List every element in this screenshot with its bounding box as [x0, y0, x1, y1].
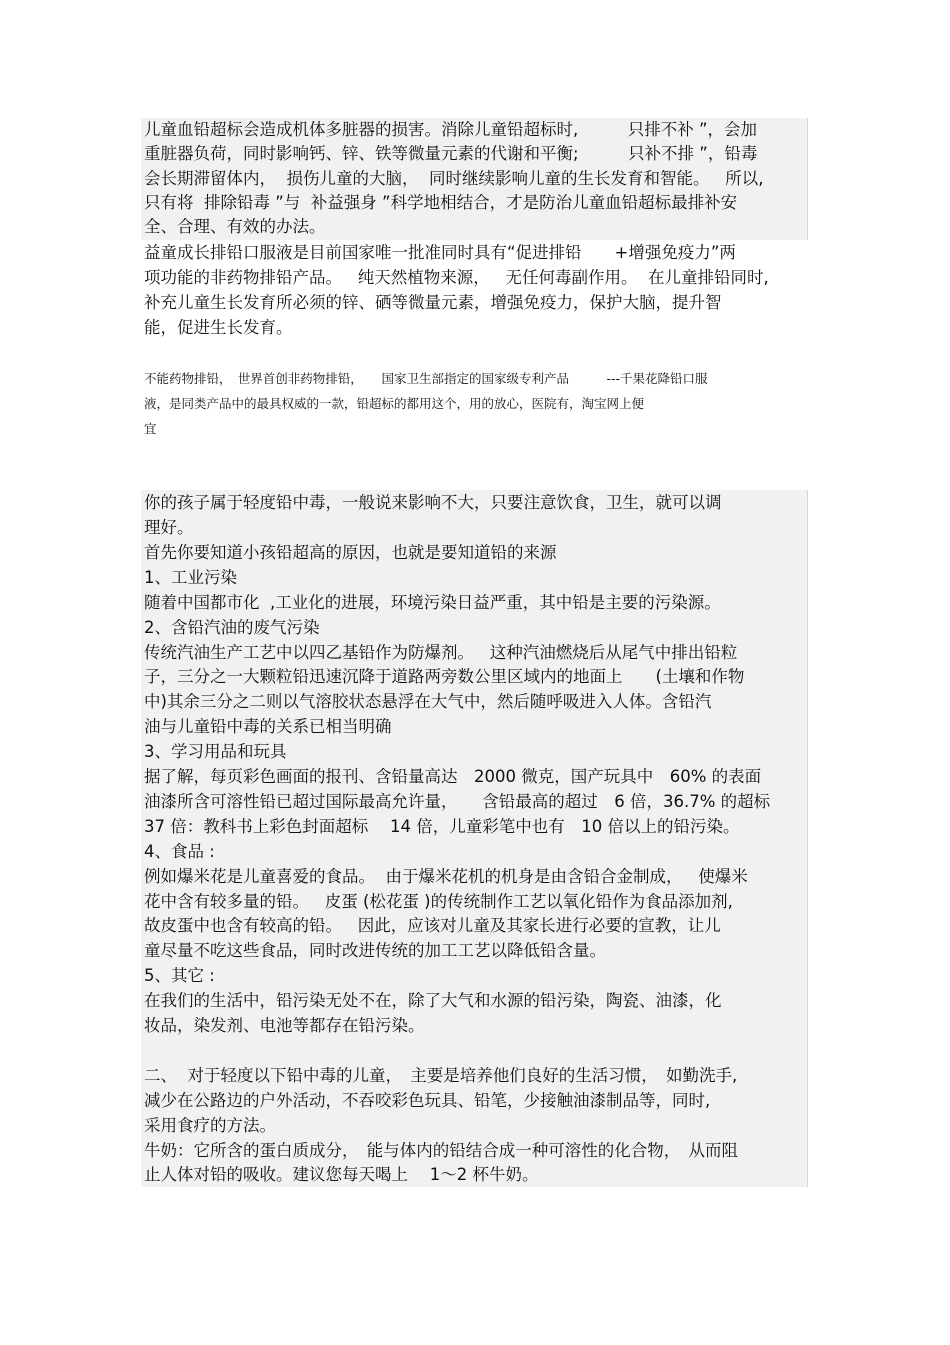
- paragraph-line: 据了解，每页彩色画面的报刊、含铅量高达 2000 微克，国产玩具中 60% 的表面: [144, 767, 762, 786]
- section-heading: 2、含铅汽油的废气污染: [144, 618, 320, 637]
- section-heading: 5、其它 :: [144, 966, 215, 985]
- paragraph-line: 牛奶：它所含的蛋白质成分， 能与体内的铅结合成一种可溶性的化合物， 从而阻: [144, 1141, 738, 1160]
- paragraph-line: 全、合理、有效的办法。: [144, 217, 326, 236]
- small-text-line: 液，是同类产品中的最具权威的一款，铅超标的都用这个，用的放心，医院有，淘宝网上便: [144, 396, 645, 411]
- section-heading: 1、工业污染: [144, 568, 237, 587]
- paragraph-line: 在我们的生活中，铅污染无处不在，除了大气和水源的铅污染，陶瓷、油漆，化: [144, 991, 722, 1010]
- paragraph-line: 童尽量不吃这些食品，同时改进传统的加工工艺以降低铅含量。: [144, 941, 606, 960]
- paragraph-line: 会长期滞留体内， 损伤儿童的大脑， 同时继续影响儿童的生长发育和智能。 所以,: [144, 169, 764, 188]
- paragraph-line: 油与儿童铅中毒的关系已相当明确: [144, 717, 392, 736]
- paragraph-line: 理好。: [144, 518, 194, 537]
- paragraph-line: 重脏器负荷，同时影响钙、锌、铁等微量元素的代谢和平衡; 只补不排 ”，铅毒: [144, 144, 758, 163]
- paragraph-line: 花中含有较多量的铅。 皮蛋 (松花蛋 )的传统制作工艺以氧化铅作为食品添加剂,: [144, 892, 733, 911]
- paragraph-line: 益童成长排铅口服液是目前国家唯一批准同时具有“促进排铅 +增强免疫力”两: [144, 243, 736, 262]
- section-heading: 4、食品 :: [144, 842, 215, 861]
- paragraph-line: 减少在公路边的户外活动，不吞咬彩色玩具、铅笔，少接触油漆制品等，同时,: [144, 1091, 711, 1110]
- paragraph-line: 二、 对于轻度以下铅中毒的儿童， 主要是培养他们良好的生活习惯， 如勤洗手,: [144, 1066, 738, 1085]
- small-text-line: 不能药物排铅， 世界首创非药物排铅， 国家卫生部指定的国家级专利产品 ---千果花降铅口服: [144, 371, 708, 386]
- paragraph-line: 中)其余三分之二则以气溶胶状态悬浮在大气中，然后随呼吸进入人体。含铅汽: [144, 692, 712, 711]
- paragraph-line: 能，促进生长发育。: [144, 318, 293, 337]
- paragraph-line: 只有将 排除铅毒 ”与 补益强身 ”科学地相结合，才是防治儿童血铅超标最排补安: [144, 193, 738, 212]
- paragraph-line: 儿童血铅超标会造成机体多脏器的损害。消除儿童铅超标时, 只排不补 ”，会加: [144, 120, 758, 139]
- paragraph-line: 油漆所含可溶性铅已超过国际最高允许量， 含铅最高的超过 6 倍，36.7% 的超标: [144, 792, 771, 811]
- paragraph-line: 首先你要知道小孩铅超高的原因，也就是要知道铅的来源: [144, 543, 557, 562]
- paragraph-line: 例如爆米花是儿童喜爱的食品。 由于爆米花机的机身是由含铅合金制成， 使爆米: [144, 867, 748, 886]
- paragraph-line: 随着中国都市化 ,工业化的进展，环境污染日益严重，其中铅是主要的污染源。: [144, 593, 721, 612]
- paragraph-line: 项功能的非药物排铅产品。 纯天然植物来源， 无任何毒副作用。 在儿童排铅同时,: [144, 268, 769, 287]
- paragraph-line: 传统汽油生产工艺中以四乙基铅作为防爆剂。 这种汽油燃烧后从尾气中排出铅粒: [144, 643, 738, 662]
- small-text-line: 宜: [144, 421, 157, 436]
- paragraph-line: 妆品，染发剂、电池等都存在铅污染。: [144, 1016, 425, 1035]
- paragraph-line: 故皮蛋中也含有较高的铅。 因此，应该对儿童及其家长进行必要的宣教，让儿: [144, 916, 721, 935]
- paragraph-line: 子，三分之一大颗粒铅迅速沉降于道路两旁数公里区域内的地面上 (土壤和作物: [144, 667, 745, 686]
- paragraph-line: 止人体对铅的吸收。建议您每天喝上 1～2 杯牛奶。: [144, 1165, 539, 1184]
- paragraph-line: 37 倍：教科书上彩色封面超标 14 倍，儿童彩笔中也有 10 倍以上的铅污染。: [144, 817, 740, 836]
- paragraph-line: 补充儿童生长发育所必须的锌、硒等微量元素，增强免疫力，保护大脑，提升智: [144, 293, 722, 312]
- paragraph-line: 采用食疗的方法。: [144, 1116, 276, 1135]
- paragraph-line: 你的孩子属于轻度铅中毒，一般说来影响不大，只要注意饮食，卫生，就可以调: [144, 493, 722, 512]
- section-heading: 3、学习用品和玩具: [144, 742, 287, 761]
